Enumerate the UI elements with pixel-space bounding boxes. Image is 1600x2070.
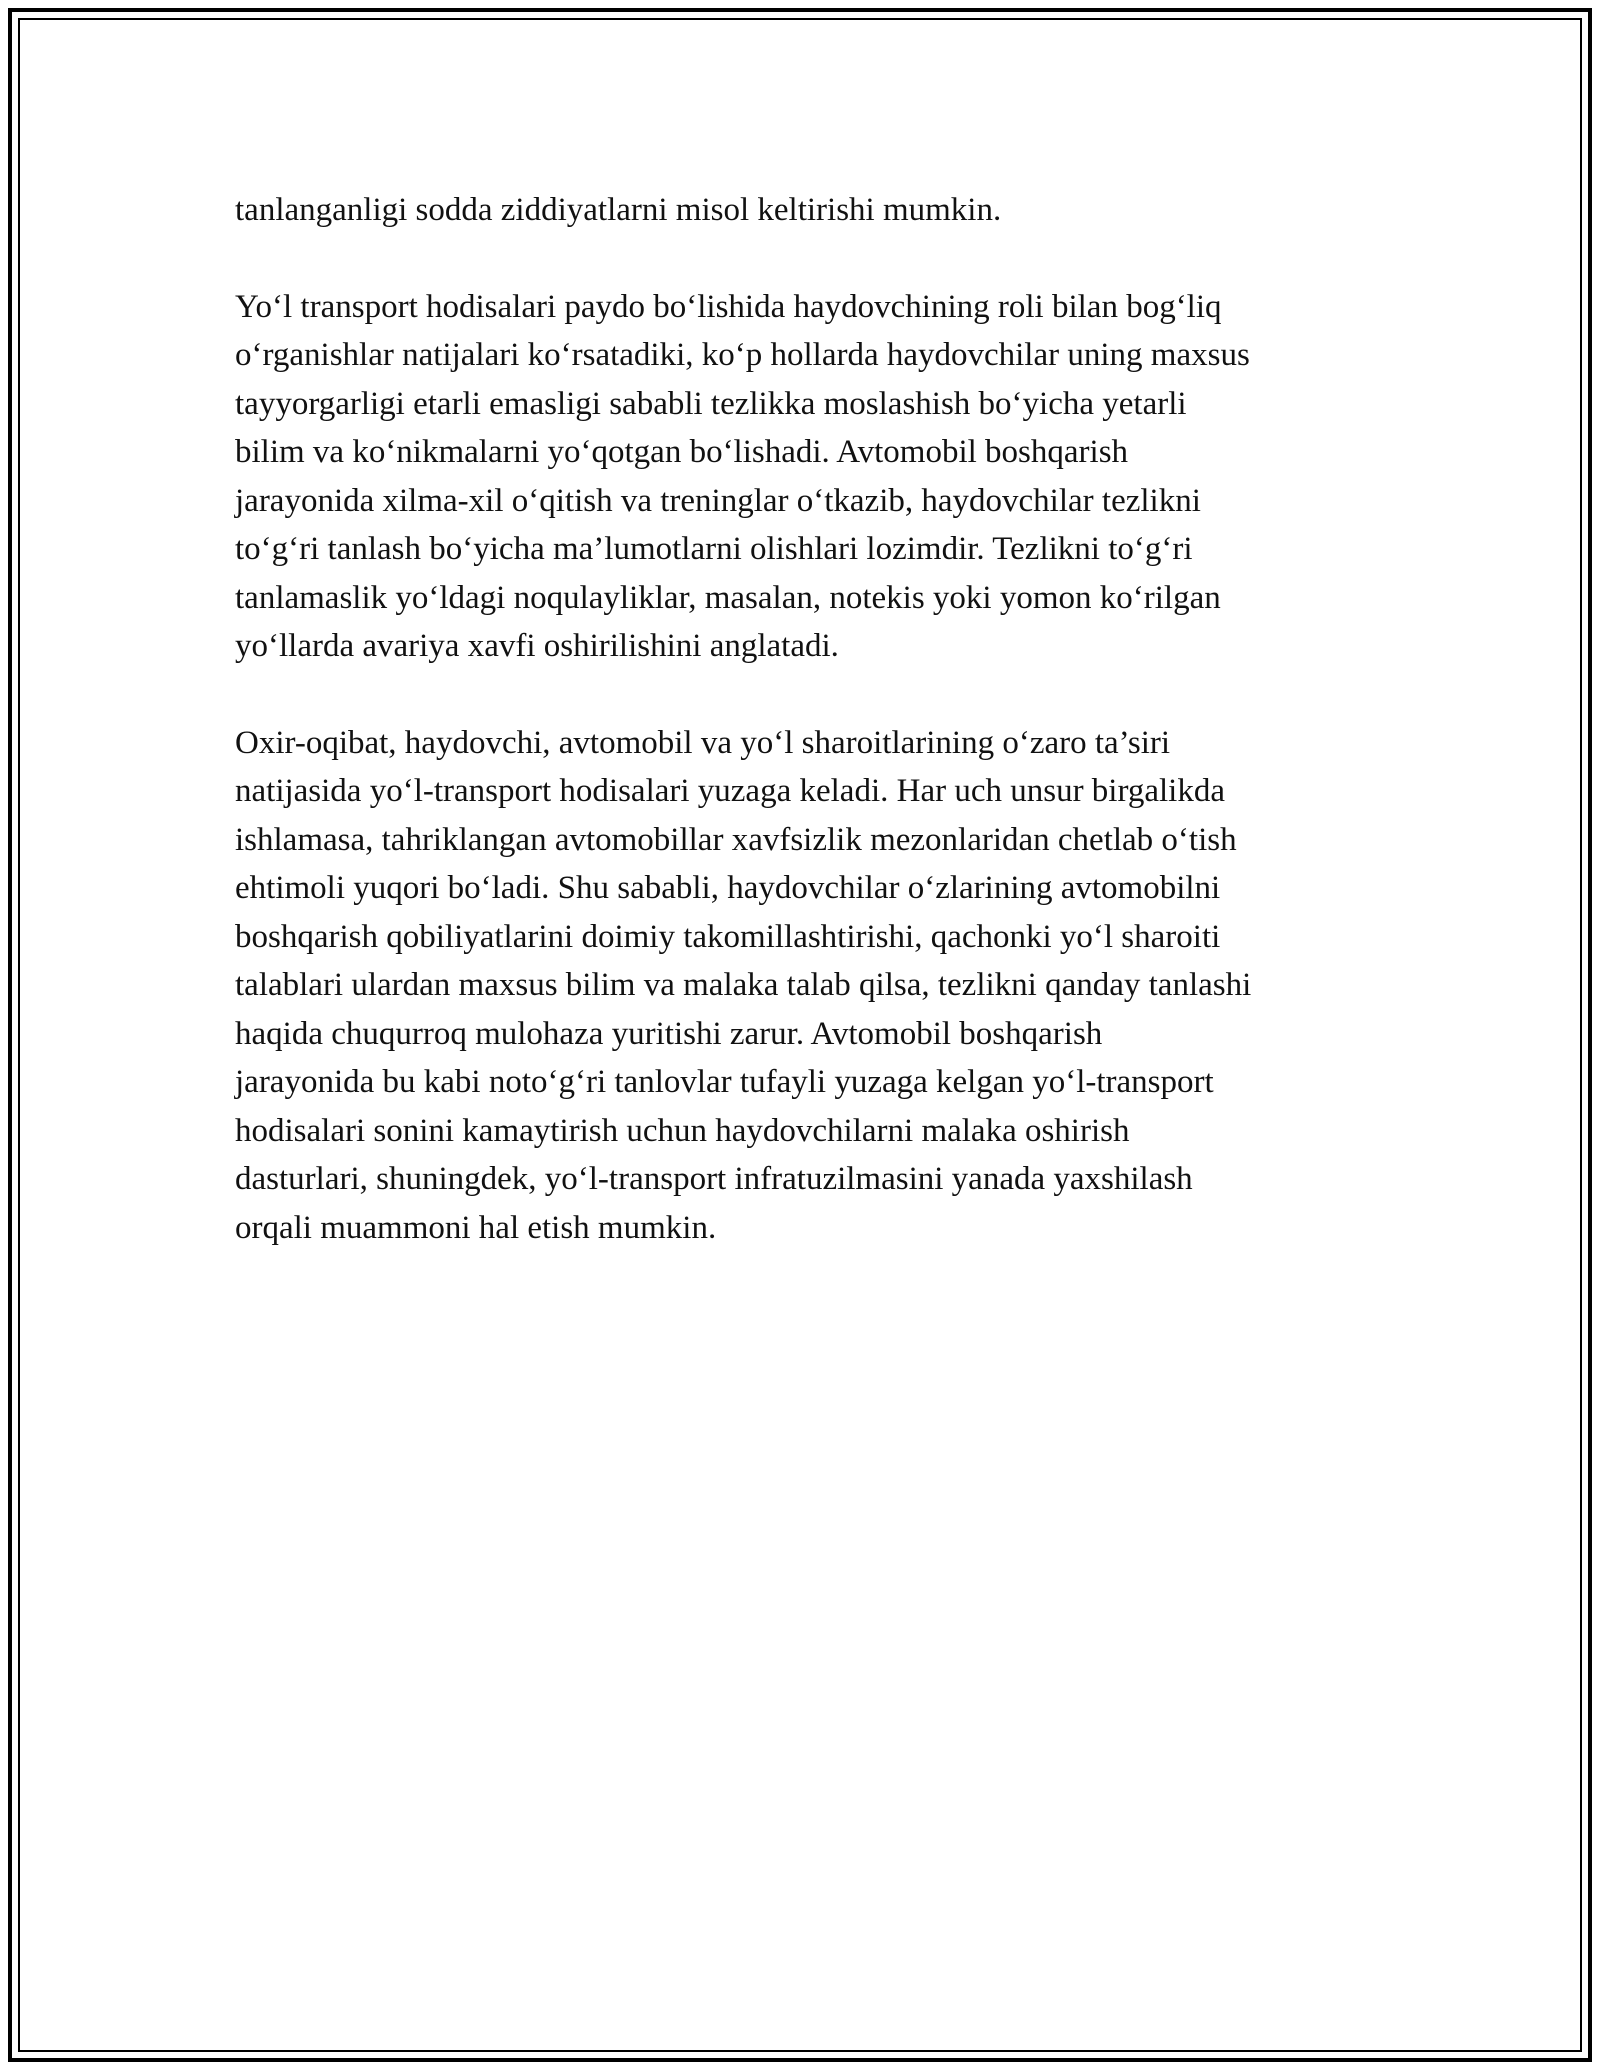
paragraph-3 [235, 719, 1375, 1253]
text-line: o‘rganishlar natijalari ko‘rsatadiki, ko‘p hollarda haydovchilar uning maxsus [235, 337, 1250, 373]
text-line: tanlanganligi sodda ziddiyatlarni misol keltirishi mumkin. [235, 192, 1002, 228]
text-line: haqida chuqurroq mulohaza yuritishi zarur. Avtomobil boshqarish [235, 1015, 1103, 1052]
text-line: ishlamasa, tahriklangan avtomobillar xavfsizlik mezonlaridan chetlab o‘tish [235, 821, 1237, 858]
document-body [235, 186, 1375, 1300]
text-line: yo‘llarda avariya xavfi oshirilishini anglatadi. [235, 628, 839, 664]
text-line: Oxir-oqibat, haydovchi, avtomobil va yo‘l sharoitlarining o‘zaro ta’siri [235, 724, 1171, 761]
text-line: tayyorgarligi etarli emasligi sababli tezlikka moslashish bo‘yicha yetarli [235, 385, 1187, 422]
text-line: boshqarish qobiliyatlarini doimiy takomillashtirishi, qachonki yo‘l sharoiti [235, 918, 1221, 955]
text-line: to‘g‘ri tanlash bo‘yicha ma’lumotlarni olishlari lozimdir. Tezlikni to‘g‘ri [235, 531, 1193, 567]
text-line: bilim va ko‘nikmalarni yo‘qotgan bo‘lishadi. Avtomobil boshqarish [235, 434, 1129, 470]
text-line: dasturlari, shuningdek, yo‘l-transport infratuzilmasini yanada yaxshilash [235, 1161, 1193, 1197]
text-line: orqali muammoni hal etish mumkin. [235, 1209, 717, 1246]
paragraph-2 [235, 283, 1375, 671]
text-line: tanlamaslik yo‘ldagi noqulayliklar, masalan, notekis yoki yomon ko‘rilgan [235, 579, 1221, 616]
text-line: jarayonida bu kabi noto‘g‘ri tanlovlar tufayli yuzaga kelgan yo‘l-transport [235, 1064, 1214, 1100]
text-line: Yo‘l transport hodisalari paydo bo‘lishida haydovchining roli bilan bog‘liq [235, 288, 1222, 325]
text-line: natijasida yo‘l-transport hodisalari yuzaga keladi. Har uch unsur birgalikda [235, 773, 1225, 809]
text-line: ehtimoli yuqori bo‘ladi. Shu sababli, haydovchilar o‘zlarining avtomobilni [235, 870, 1221, 906]
paragraph-1 [235, 186, 1375, 235]
text-line: jarayonida xilma-xil o‘qitish va treninglar o‘tkazib, haydovchilar tezlikni [235, 482, 1201, 519]
text-line: hodisalari sonini kamaytirish uchun haydovchilarni malaka oshirish [235, 1112, 1130, 1149]
text-line: talablari ulardan maxsus bilim va malaka talab qilsa, tezlikni qanday tanlashi [235, 967, 1252, 1003]
